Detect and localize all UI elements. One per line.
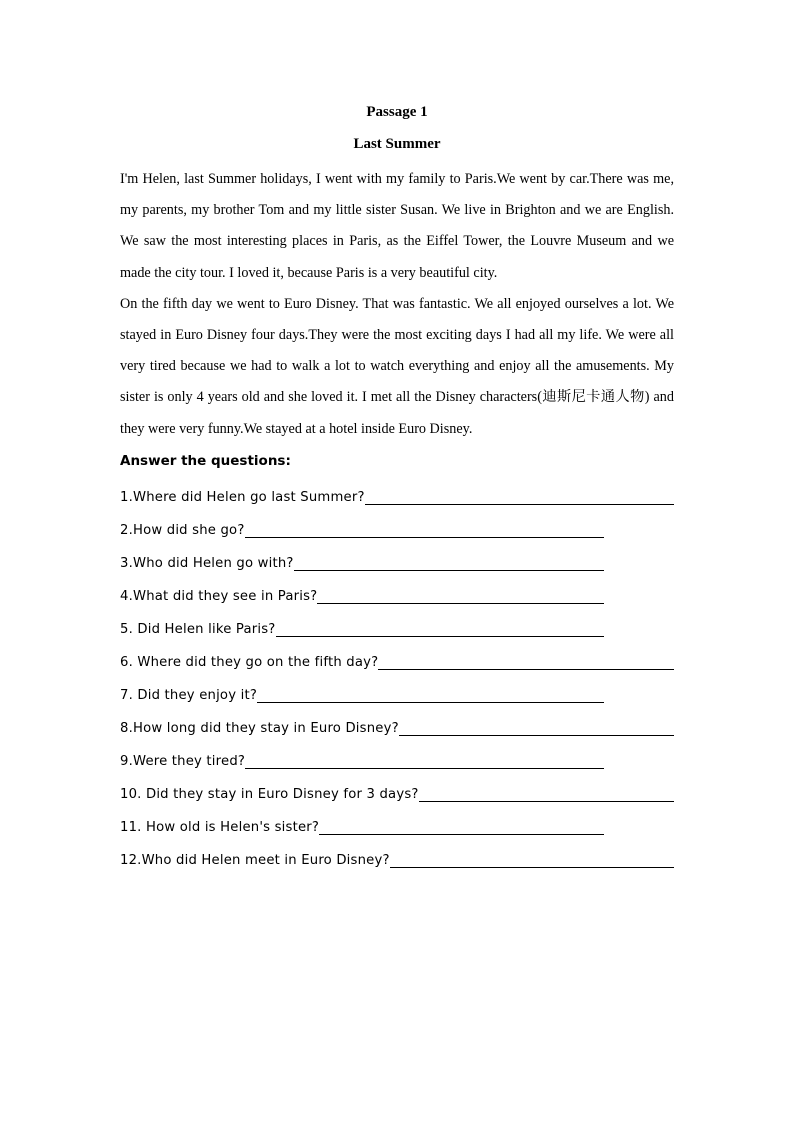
question-row (120, 708, 674, 741)
passage-number: Passage 1 (366, 104, 428, 120)
question-text: 8.How long did they stay in Euro Disney? (120, 720, 399, 736)
question-row (120, 642, 674, 675)
question-text: 4.What did they see in Paris? (120, 588, 318, 604)
question-row (120, 609, 674, 642)
question-row (120, 543, 674, 576)
questions-list (120, 477, 674, 873)
answer-line[interactable] (257, 702, 604, 703)
question-text: 1.Where did Helen go last Summer? (120, 489, 365, 505)
question-row (120, 840, 674, 873)
question-text: 6. Where did they go on the fifth day? (120, 654, 379, 670)
question-text: 9.Were they tired? (120, 753, 246, 769)
answer-line[interactable] (245, 537, 604, 538)
question-text: 7. Did they enjoy it? (120, 687, 258, 703)
question-text: 12.Who did Helen meet in Euro Disney? (120, 852, 390, 868)
question-row (120, 675, 674, 708)
passage-body (120, 164, 674, 445)
answer-line[interactable] (419, 801, 674, 802)
question-row (120, 510, 674, 543)
questions-heading: Answer the questions: (120, 452, 291, 469)
passage-title: Last Summer (353, 136, 441, 152)
answer-line[interactable] (365, 504, 674, 505)
answer-line[interactable] (294, 570, 604, 571)
question-text: 5. Did Helen like Paris? (120, 621, 276, 637)
question-text: 3.Who did Helen go with? (120, 555, 294, 571)
question-text: 11. How old is Helen's sister? (120, 819, 320, 835)
question-row (120, 807, 674, 840)
answer-line[interactable] (399, 735, 674, 736)
question-row (120, 741, 674, 774)
question-row (120, 774, 674, 807)
answer-line[interactable] (245, 768, 604, 769)
answer-line[interactable] (378, 669, 674, 670)
answer-line[interactable] (276, 636, 604, 637)
answer-line[interactable] (319, 834, 604, 835)
question-row (120, 477, 674, 510)
answer-line[interactable] (317, 603, 604, 604)
passage-paragraph-1: I'm Helen, last Summer holidays, I went with my family to Paris.We went by car.There was me, my parents, my brother Tom and my little sister Susan. We live in Brighton and we are English. We saw the most interesting places in Paris, as the Eiffel Tower, the Louvre Museum and we made the city tour. I loved it, because Paris is a very beautiful city. (120, 171, 674, 281)
answer-line[interactable] (390, 867, 674, 868)
question-row (120, 576, 674, 609)
question-text: 10. Did they stay in Euro Disney for 3 days? (120, 786, 419, 802)
question-text: 2.How did she go? (120, 522, 245, 538)
passage-paragraph-2: On the fifth day we went to Euro Disney. That was fantastic. We all enjoyed ourselves a lot. We stayed in Euro Disney four days.They were the most exciting days I had all my life. We were all very tired because we had to walk a lot to watch everything and enjoy all the amusements. My sister is only 4 years old and she loved it. I met all the Disney characters(迪斯尼卡通人物) and they were very funny.We stayed at a hotel inside Euro Disney. (120, 295, 674, 437)
worksheet-page (120, 100, 674, 873)
